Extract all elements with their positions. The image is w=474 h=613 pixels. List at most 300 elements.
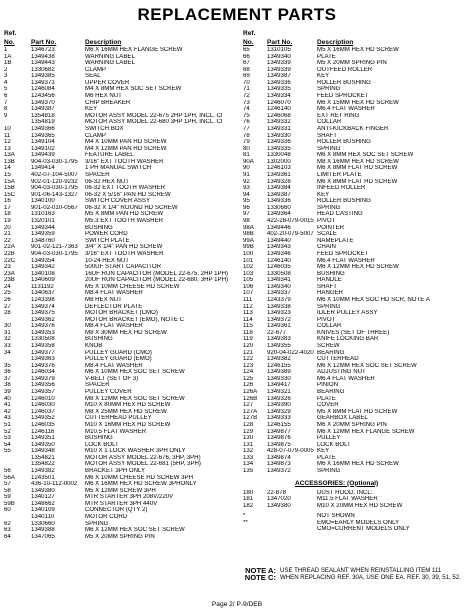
part-no: 1349339 [267, 60, 291, 67]
part-description: DEFLECTOR PLATE [85, 303, 143, 310]
part-description: M8.4 FLAT WASHER [85, 362, 143, 369]
part-no: 1243398 [31, 296, 55, 303]
ref-no: 30 [4, 323, 11, 330]
part-row [4, 409, 240, 416]
ref-no [4, 514, 31, 521]
ref-no: 4 [4, 79, 8, 86]
accessory-rows [243, 490, 471, 510]
part-row [4, 86, 240, 93]
ref-no: 15C [4, 191, 16, 198]
ref-no: 76 [243, 119, 250, 126]
part-description: SCALE [317, 231, 337, 238]
part-description: M6 X 8MM FLAT HD SCREW [317, 178, 398, 185]
part-no: 1349361 [267, 171, 291, 178]
part-no: 1243379 [267, 296, 291, 303]
ref-no: 70 [243, 79, 250, 86]
part-row [4, 218, 240, 225]
part-row [243, 496, 471, 503]
part-description: 3/4" X 1/4" PAN HD SCREW [85, 244, 163, 251]
part-row [243, 179, 471, 186]
part-description: M10 X 80MM HEX HD SCREW [85, 402, 171, 409]
part-description: UPPER COVER [85, 79, 130, 86]
part-description: 06-32 HEX NUT [85, 178, 130, 185]
ref-no [4, 317, 31, 324]
ref-no: 129 [243, 428, 254, 435]
part-description: CHAIN [317, 244, 336, 251]
ref-no: 31 [4, 329, 11, 336]
part-row [243, 73, 471, 80]
page-footer: Page 2/ P-9/DEB [211, 601, 263, 608]
part-description: ROLLER BUSHING [317, 198, 371, 205]
left-rows [4, 47, 240, 540]
part-description: KNIVES (SET OF THREE) [317, 329, 390, 336]
part-description: PLATE [317, 395, 336, 402]
ref-no: 17 [4, 204, 11, 211]
part-description: KNIFE LOCKING BAR [317, 336, 379, 343]
ref-no: 127 [243, 402, 254, 409]
part-row [4, 165, 240, 172]
part-row [243, 113, 471, 120]
part-description: CUTTERHEAD PULLEY [85, 415, 152, 422]
ref-no: 53 [4, 435, 11, 442]
ref-no: 56 [4, 468, 11, 474]
ref-no: 27 [4, 303, 11, 310]
part-row [243, 503, 471, 510]
part-no: 1349334 [267, 93, 291, 100]
part-no: 1349377 [31, 349, 55, 356]
part-no [267, 526, 317, 533]
part-no: 1349356 [31, 382, 55, 389]
ref-no: 124 [243, 369, 254, 376]
part-no: 1349387 [267, 73, 291, 80]
part-no: 1340110 [31, 514, 55, 521]
part-row [4, 133, 240, 140]
ref-no: 107 [243, 290, 254, 297]
ref-no: 59 [4, 494, 11, 501]
ref-no: 99B [243, 244, 254, 251]
part-row [243, 363, 471, 370]
part-no: 1349342 [31, 264, 55, 271]
part-row [243, 376, 471, 383]
part-description: V-BELT (SET OF 3) [85, 375, 139, 382]
part-row [243, 146, 471, 153]
ref-no: 22A [4, 244, 15, 251]
ref-no: 34 [4, 349, 11, 356]
parts-list-right [243, 29, 471, 533]
ref-no: 1A [4, 53, 12, 60]
part-no: 1349375 [31, 310, 55, 317]
ref-no: 54 [4, 441, 11, 448]
notes [236, 567, 472, 581]
part-description: M10.5 FLAT WASHER [85, 428, 147, 435]
ref-no: 1B [4, 60, 12, 67]
part-row [243, 468, 471, 475]
part-description: BEARING [317, 389, 345, 396]
part-no: 1349370 [31, 99, 55, 106]
part-no: 1349348 [31, 448, 55, 455]
part-description: HANDLE [317, 277, 342, 284]
part-no: 1349438 [31, 53, 55, 60]
ref-no: 131 [243, 441, 254, 448]
part-row [243, 192, 471, 199]
ref-no: 133 [243, 454, 254, 461]
part-no: 1246103 [267, 165, 291, 172]
part-row [243, 119, 471, 126]
part-description: SHAFT [317, 283, 337, 290]
part-no: 1349330 [267, 132, 291, 139]
part-row [4, 238, 240, 245]
ref-no: 73 [243, 99, 250, 106]
no-header: No. [4, 39, 15, 46]
ref-no: 62 [4, 520, 11, 527]
part-row [4, 442, 240, 449]
ref-no: 127B [243, 415, 258, 422]
part-no: 1349390 [267, 402, 291, 409]
part-no: 1349326 [267, 395, 291, 402]
ref-no: 126A [243, 389, 258, 396]
part-no: 1349329 [267, 408, 291, 415]
part-description: CLAMP [85, 66, 106, 73]
ref-no: 96 [243, 204, 250, 211]
ref-no: 20 [4, 224, 11, 231]
part-no: 1349446 [267, 224, 291, 231]
part-row [4, 350, 240, 357]
ref-no: 13A [4, 152, 15, 159]
part-no: 1246010 [31, 395, 55, 402]
part-no: 1349380 [31, 487, 55, 494]
part-no: 1246030 [31, 402, 55, 409]
part-row [4, 468, 240, 475]
part-row [4, 297, 240, 304]
ref-no: 64 [4, 533, 11, 540]
ref-no: 113 [243, 310, 253, 317]
part-no: 904-03-030-1795 [31, 185, 78, 192]
part-row [243, 231, 471, 238]
part-no: 1246068 [267, 112, 291, 119]
part-description: M8 HEX NUT [85, 296, 122, 303]
part-no: 1349383 [267, 336, 291, 343]
ref-no: 1 [4, 47, 8, 53]
part-no: 1131192 [31, 283, 54, 290]
ref-no: 135 [243, 468, 254, 474]
part-no: 904-03-030-1795 [31, 158, 78, 165]
ref-no: 69 [243, 73, 250, 80]
part-description: SPRING [317, 303, 341, 310]
part-row [4, 435, 240, 442]
part-description: SCREW [317, 343, 340, 350]
part-row [243, 264, 471, 271]
ref-no: 112 [243, 303, 253, 310]
ref-no [4, 119, 31, 126]
part-row [4, 198, 240, 205]
part-description: M6.4 FLAT WASHER [317, 375, 375, 382]
part-no: 1330682 [31, 66, 55, 73]
part-row [243, 100, 471, 107]
part-row [243, 297, 471, 304]
part-no: 1349336 [267, 198, 291, 205]
part-no: 1349357 [31, 389, 55, 396]
part-description: BUSHING [85, 224, 113, 231]
part-row [4, 54, 240, 61]
part-description: M10 X 20MM HEX HD SCREW [317, 502, 403, 509]
part-row [243, 225, 471, 232]
part-no: 1330508 [31, 336, 55, 343]
part-row [243, 343, 471, 350]
part-description: MTR STARTER 3PH 440V [85, 500, 158, 507]
part-description: M11.5 FLAT WASHER [317, 496, 378, 503]
part-description: M6 X 10MM HEX SOC SET SCREW [85, 369, 185, 376]
part-row [4, 415, 240, 422]
footnote-rows [243, 513, 471, 533]
part-no: 1349359 [31, 231, 55, 238]
part-row [4, 47, 240, 54]
part-description: MOTOR BRACKET (EMO), NOTE C [85, 316, 184, 323]
part-description: M6 X 8MM FLAT HD SCREW [317, 165, 398, 172]
part-row [4, 534, 240, 541]
part-description: ROLLER BUSHING [317, 79, 371, 86]
ref-no: 119 [243, 336, 253, 343]
part-no: 1349443 [31, 60, 55, 67]
part-description: SPRING [317, 468, 341, 474]
part-no: 1349340 [267, 283, 291, 290]
part-row [243, 54, 471, 61]
part-description: BUSHING [85, 435, 113, 442]
part-no: 1348760 [31, 237, 55, 244]
ref-no: 126B [243, 395, 258, 402]
part-description: POINTER [317, 224, 345, 231]
part-no: 1246155 [267, 421, 291, 428]
ref-no: 36 [4, 369, 11, 376]
part-description: NAMEPLATE [317, 237, 354, 244]
part-no: 1349336 [267, 79, 291, 86]
ref-no: 181 [243, 496, 254, 503]
part-row [4, 343, 240, 350]
part-description: M6 X 10MM HEX SOC HD SCR, NOTE A [317, 296, 430, 303]
part-row [4, 501, 240, 508]
part-description: HEAD CASTING [317, 211, 363, 218]
part-no: 1330660 [267, 204, 291, 211]
ref-no: 114 [243, 316, 253, 323]
ref-no: 52 [4, 428, 11, 435]
ref-no: 6 [4, 93, 8, 100]
ref-no: 21 [4, 231, 11, 238]
ref-no: 55 [4, 448, 11, 455]
part-no: 1347065 [31, 533, 55, 540]
right-rows [243, 47, 471, 475]
part-description: ROLLER BUSHING [317, 139, 371, 146]
note-label: NOTE A: [245, 566, 276, 575]
part-no [267, 520, 317, 527]
part-row [243, 336, 471, 343]
part-description: PULLEY [317, 435, 341, 442]
part-description: PIVOT [317, 218, 336, 225]
part-no: 1349440 [267, 237, 291, 244]
part-description: M5.3 EXT TOOTH WASHER [85, 218, 163, 225]
part-no: 1340609 [31, 277, 55, 284]
ref-no: 12 [4, 139, 11, 146]
part-description: PIVOT [317, 316, 336, 323]
part-row [243, 244, 471, 251]
part-row [243, 172, 471, 179]
part-no: 1349336 [267, 139, 291, 146]
part-row [243, 513, 471, 520]
part-description: M6 X 16MM HEX HD SCREW [317, 461, 399, 468]
page-title: REPLACEMENT PARTS [137, 5, 337, 24]
part-description: 16UF RUN CAPACITOR (MODEL 22-675, 2HP 1PH) [85, 270, 229, 277]
ref-no: 130 [243, 435, 254, 442]
part-row [243, 106, 471, 113]
part-no: 1349372 [267, 468, 291, 474]
part-row [4, 290, 240, 297]
part-row [4, 304, 240, 311]
part-no: 1349384 [267, 185, 291, 192]
part-description: SHAFT [317, 132, 337, 139]
ref-no: 80 [243, 145, 250, 152]
part-row [243, 429, 471, 436]
part-description: M5 X 12MM SCREW 3PH [85, 487, 156, 494]
part-row [4, 402, 240, 409]
part-no: 1340109 [31, 507, 55, 514]
part-no: 1349382 [267, 356, 291, 363]
ref-no: 74 [243, 106, 250, 113]
part-row [243, 126, 471, 133]
column-headers [4, 38, 240, 47]
part-row [243, 284, 471, 291]
part-description: HANGER [317, 290, 344, 297]
part-no: 402-07-104-5007 [31, 171, 78, 178]
part-no: 1246116 [31, 428, 55, 435]
part-description: SPRING [85, 520, 109, 527]
part-row [243, 152, 471, 159]
ref-no: 22 [4, 237, 11, 244]
part-description: M8 X 16MM HEX HD SCREW [317, 158, 399, 165]
part-row [243, 60, 471, 67]
part-description: M6 X 10MM CHEESE HD SCREW 3PH [85, 474, 194, 481]
part-no: 1354818 [31, 112, 55, 119]
part-no: 1349365 [31, 132, 55, 139]
ref-no: 118 [243, 329, 253, 336]
part-row [4, 106, 240, 113]
part-row [4, 139, 240, 146]
part-row [4, 382, 240, 389]
part-no: 1348662 [31, 500, 55, 507]
part-description: BEARING [317, 349, 345, 356]
part-description: ANTI-KICKBACK FINGER [317, 125, 389, 132]
part-description: M6 X 12MM HEX HD SCREW [317, 264, 399, 271]
part-description: FEATURE LABEL [85, 152, 134, 159]
ref-no: 97 [243, 211, 250, 218]
part-description: 10-24 HEX NUT [85, 257, 130, 264]
note-label: NOTE C: [244, 573, 276, 582]
ref-no: ** [243, 519, 248, 526]
ref-no: 23 [4, 264, 11, 271]
ref-no: 15A [4, 178, 15, 185]
part-description: MTR STARTER 3PH 208V/220V [85, 494, 174, 501]
part-description: M6 X 16MM HEX HD SCREW 3PHONLY [85, 481, 197, 488]
ref-no: 56A [4, 474, 15, 481]
part-description: PLATE [317, 454, 336, 461]
part-description: NOT SHOWN [317, 513, 355, 520]
ref-no: 43 [4, 415, 11, 422]
part-description: 500UF START CAPACITOR [85, 264, 161, 271]
part-no: 1349382 [31, 468, 55, 474]
note-text: USE THREAD SEALANT WHEN REINSTALLING ITEM 111 [280, 567, 442, 574]
part-description: SPRING [317, 145, 341, 152]
part-no: 402-20-079-5007 [267, 231, 314, 238]
ref-no: 51 [4, 421, 11, 428]
part-row [4, 179, 240, 186]
part-row [4, 100, 240, 107]
part-row [4, 521, 240, 528]
part-description: PULLEY GUARD (EMO) [85, 356, 152, 363]
ref-no: 91 [243, 171, 250, 178]
part-no: 1349387 [267, 191, 291, 198]
part-no: 1320101 [31, 218, 55, 225]
part-description: 1 PH MANUAL SWITCH [85, 165, 152, 172]
part-description: KEY [317, 191, 330, 198]
part-no: 1246035 [267, 264, 291, 271]
part-row [243, 435, 471, 442]
ref-no: * [243, 513, 246, 520]
part-no: 1349387 [31, 106, 55, 113]
part-description: M5 X 20MM SPRING PIN [85, 533, 155, 540]
part-row [243, 159, 471, 166]
part-no: 1349102 [31, 145, 55, 152]
part-description: KNOB [85, 343, 103, 350]
part-description: LIMITER PLATE [317, 171, 362, 178]
part-description: M6 HEX NUT [85, 93, 122, 100]
part-no: 1346723 [31, 47, 55, 53]
part-row [243, 304, 471, 311]
part-row [243, 47, 471, 54]
part-row [4, 310, 240, 317]
part-description: WARNING LABEL [85, 60, 135, 67]
part-no: 1349873 [267, 461, 291, 468]
ref-no: 134 [243, 461, 254, 468]
part-no: 1246140 [267, 257, 291, 264]
ref-no [4, 461, 31, 468]
part-row [243, 165, 471, 172]
part-no: 1349389 [267, 369, 291, 376]
part-description: M6 X 12MM HEX FLANGE SCREW [317, 428, 415, 435]
part-description: M8 X 30MM HEX HD SCREW [85, 329, 167, 336]
ref-no: 92 [243, 178, 250, 185]
part-row [4, 60, 240, 67]
ref-no: 8 [4, 106, 8, 113]
part-row [243, 310, 471, 317]
part-row [243, 323, 471, 330]
ref-no: 42 [4, 408, 11, 415]
part-row [4, 172, 240, 179]
part-no: 22-677 [267, 329, 286, 336]
ref-no: 40 [4, 395, 11, 402]
ref-no: 182 [243, 502, 254, 509]
part-row [4, 231, 240, 238]
part-no: 1349321 [267, 389, 291, 396]
part-row [243, 218, 471, 225]
part-no: 1349380 [267, 502, 291, 509]
ref-no: 23B [4, 277, 15, 284]
part-no: 1349376 [31, 362, 55, 369]
part-row [4, 185, 240, 192]
part-no: 1340127 [31, 494, 55, 501]
part-row [243, 290, 471, 297]
part-description: 06-32 EXT TOOTH WASHER [85, 185, 166, 192]
ref-no: 11 [4, 132, 11, 139]
part-description: ADJUSTING NUT [317, 369, 366, 376]
ref-no: 9 [4, 112, 8, 119]
part-row [4, 146, 240, 153]
